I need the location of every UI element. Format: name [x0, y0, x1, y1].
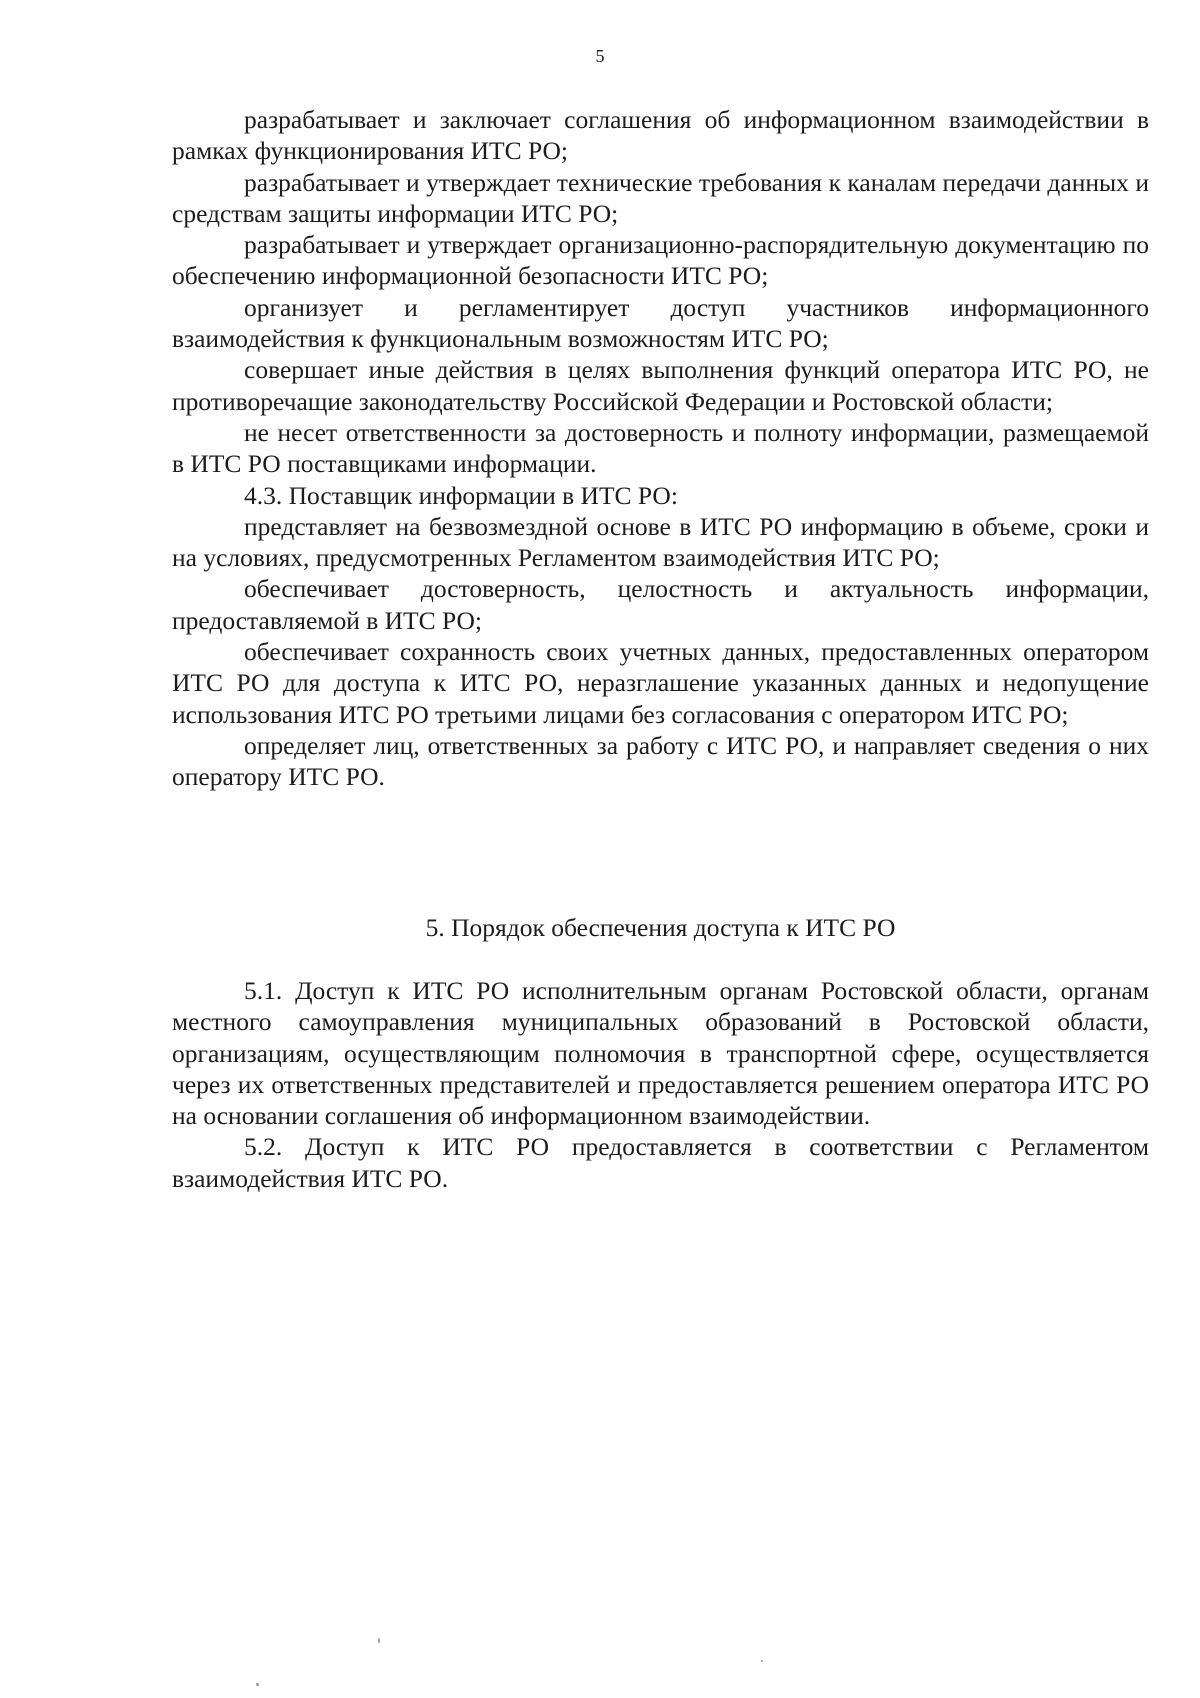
paragraph: 5.1. Доступ к ИТС РО исполнительным органам Ростовской области, органам местного самоуправления муниципальных образований в Ростовской области, организациям, осуществляющим полномочия в транспортной сфере, осуществляется через их ответственных представителей и предоставляется решением оператора ИТС РО на основании соглашения об информационном взаимодействии. — [172, 976, 1149, 1131]
clause-heading: 4.3. Поставщик информации в ИТС РО: — [244, 480, 678, 510]
document-body — [172, 104, 1149, 793]
section-title: 5. Порядок обеспечения доступа к ИТС РО — [425, 913, 896, 942]
paragraph: обеспечивает достоверность, целостность и актуальность информации, предоставляемой в ИТС РО; — [172, 574, 1149, 635]
paragraph: совершает иные действия в целях выполнения функций оператора ИТС РО, не противоречащие законодательству Российской Федерации и Ростовской области; — [172, 355, 1149, 416]
paragraph: не несет ответственности за достоверность и полноту информации, размещаемой в ИТС РО поставщиками информации. — [172, 417, 1149, 479]
paragraph: разрабатывает и заключает соглашения об информационном взаимодействии в рамках функционирования ИТС РО; — [172, 105, 1149, 166]
scan-speck — [761, 1660, 763, 1662]
paragraph: 5.2. Доступ к ИТС РО предоставляется в соответствии с Регламентом взаимодействия ИТС РО. — [172, 1132, 1149, 1193]
section-body — [172, 975, 1149, 1194]
paragraph: организует и регламентирует доступ участников информационного взаимодействия к функциональным возможностям ИТС РО; — [172, 292, 1149, 354]
paragraph: представляет на безвозмездной основе в ИТС РО информацию в объеме, сроки и на условиях, предусмотренных Регламентом взаимодействия ИТС РО; — [172, 511, 1149, 573]
scan-speck — [256, 1683, 259, 1686]
scan-speck — [378, 1638, 380, 1643]
page-number: 5 — [595, 46, 605, 66]
paragraph: определяет лиц, ответственных за работу с ИТС РО, и направляет сведения о них оператору ИТС РО. — [172, 730, 1149, 792]
paragraph: обеспечивает сохранность своих учетных данных, предоставленных оператором ИТС РО для доступа к ИТС РО, неразглашение указанных данных и недопущение использования ИТС РО третьими лицами без согласования с оператором ИТС РО; — [172, 637, 1149, 729]
paragraph: разрабатывает и утверждает технические требования к каналам передачи данных и средствам защиты информации ИТС РО; — [172, 167, 1149, 228]
paragraph: разрабатывает и утверждает организационно-распорядительную документацию по обеспечению информационной безопасности ИТС РО; — [172, 230, 1149, 291]
